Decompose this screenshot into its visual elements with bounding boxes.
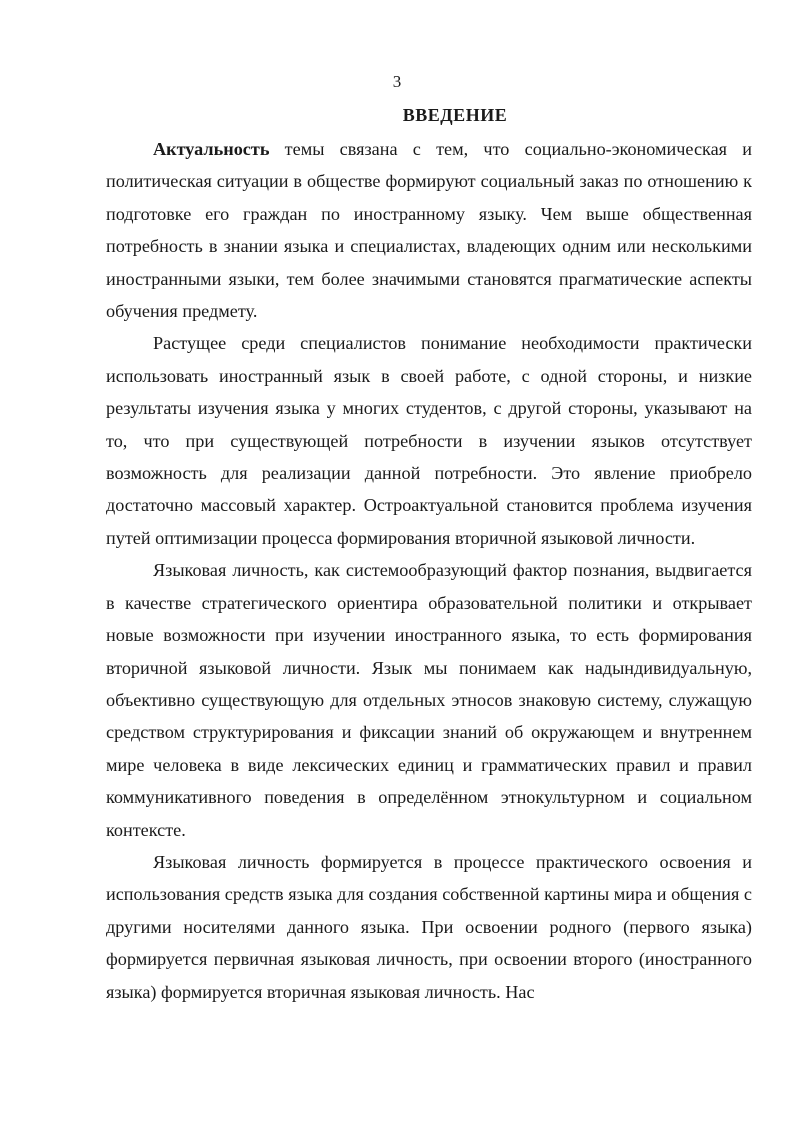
section-title: ВВЕДЕНИЕ xyxy=(402,105,508,125)
paragraph-relevance xyxy=(106,133,752,327)
paragraph-language-personality: Языковая личность, как системообразующий фактор познания, выдвигается в качестве стратегического ориентира образовательной политики и открывает новые возможности при изучении иностранного языка, то есть формирования вторичной языковой личности. Язык мы понимаем как надындивидуальную, объективно существующую для отдельных этносов знаковую систему, служащую средством структурирования и фиксации знаний об окружающем и внутреннем мире человека в виде лексических единиц и грамматических правил и правил коммуникативного поведения в определённом этнокультурном и социальном контексте. xyxy=(106,560,752,840)
body-text xyxy=(106,133,752,1008)
paragraph-lead-term: Актуальность xyxy=(153,139,270,159)
page-number: 3 xyxy=(392,72,402,91)
paragraph-text: темы связана с тем, что социально-экономическая и политическая ситуации в обществе формируют социальный заказ по отношению к подготовке его граждан по иностранному языку. Чем выше общественная потребность в знании языка и специалистах, владеющих одним или несколькими иностранными языки, тем более значимыми становятся прагматические аспекты обучения предмету. xyxy=(106,139,752,322)
paragraph-formation: Языковая личность формируется в процессе практического освоения и использования средств языка для создания собственной картины мира и общения с другими носителями данного языка. При освоении родного (первого языка) формируется первичная языковая личность, при освоении второго (иностранного языка) формируется вторичная языковая личность. Нас xyxy=(106,851,752,1002)
paragraph-understanding: Растущее среди специалистов понимание необходимости практически использовать иностранный язык в своей работе, с одной стороны, и низкие результаты изучения языка у многих студентов, с другой стороны, указывают на то, что при существующей потребности в изучении языков отсутствует возможность для реализации данной потребности. Это явление приобрело достаточно массовый характер. Остроактуальной становится проблема изучения путей оптимизации процесса формирования вторичной языковой личности. xyxy=(106,333,752,548)
